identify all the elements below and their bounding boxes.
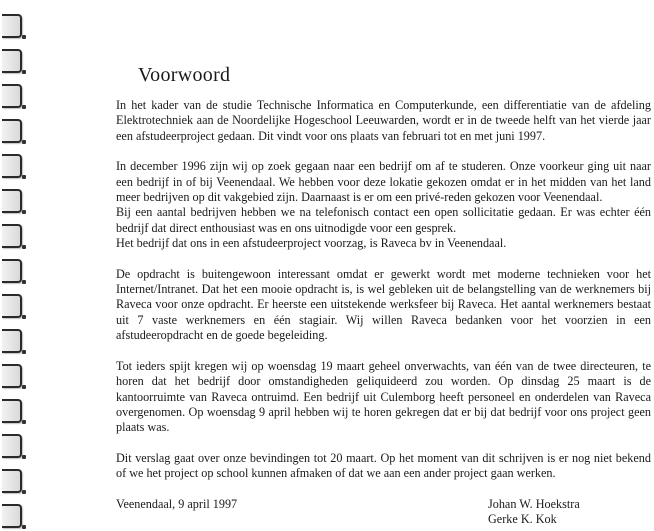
paragraph-text: Dit verslag gaat over onze bevindingen tot 20 maart. Op het moment van dit schrijven is er nog niet bekend of we het project op school kunnen afmaken of dat we aan een ander project gaan werken. (116, 450, 651, 481)
binding-ring (2, 469, 22, 493)
binding-ring (2, 259, 22, 283)
paragraph-text: In december 1996 zijn wij op zoek gegaan naar een bedrijf om af te studeren. Onze voorkeur ging uit naar een bedrijf in of bij Veenendaal. We hebben voor deze lokatie gekozen omdat er in het midden van het land meer bedrijven op dit vakgebied zijn. Daarnaast is er om een privé-reden gekozen voor Veenendaal. (116, 159, 651, 205)
author-name: Gerke K. Kok (488, 511, 557, 526)
paragraph-text: Bij een aantal bedrijven hebben we na telefonisch contact een open sollicitatie gedaan. Er was echter één bedrijf dat direct enthousiast was en ons uitnodigde voor een gesprek. (116, 205, 651, 235)
binding-ring (2, 84, 22, 108)
paragraph (116, 359, 651, 436)
paragraph (116, 267, 651, 344)
paragraph-text: De opdracht is buitengewoon interessant omdat er gewerkt wordt met moderne technieken voor het Internet/Intranet. Dat het een mooie opdracht is, is wel gebleken uit de belangstelling van de werknemers bij Raveca voor onze opdracht. Er heerste een uitstekende werksfeer bij Raveca. Het aantal werknemers bestaat uit 7 vaste werknemers en één stagiair. Wij willen Raveca bedanken voor het voorzien in een afstudeeropdracht en de goede begeleiding. (116, 266, 651, 343)
author-name: Johan W. Hoekstra (488, 496, 580, 511)
binding-ring (2, 294, 22, 318)
binding-ring (2, 399, 22, 423)
paragraph-text: In het kader van de studie Technische Informatica en Computerkunde, een differentiatie van de afdeling Elektrotechniek aan de Noordelijke Hogeschool Leeuwarden, wordt er in de tweede helft van het vierde jaar een afstudeerproject gedaan. Dit vindt voor ons plaats van februari tot en met juni 1997. (116, 98, 651, 143)
binding-ring (2, 329, 22, 353)
binding-ring (2, 224, 22, 248)
paragraph-text: Tot ieders spijt kregen wij op woensdag 19 maart geheel onverwachts, van één van de twee directeuren, te horen dat het bedrijf door omstandigheden geliquideerd zou worden. Op dinsdag 25 maart is de kantoorruimte van Raveca ontruimd. Een bedrijf uit Culemborg heeft personeel en onderdelen van Raveca overgenomen. Op woensdag 9 april hebben wij te horen gekregen dat er bij dat bedrijf voor ons project geen plaats was. (116, 358, 651, 435)
place-date: Veenendaal, 9 april 1997 (116, 496, 238, 511)
paragraph (116, 451, 651, 482)
paragraph (116, 159, 651, 251)
binding-ring (2, 364, 22, 388)
binding-ring (2, 14, 22, 38)
binding-ring (2, 189, 22, 213)
binding-ring (2, 119, 22, 143)
paragraph (116, 98, 651, 144)
signoff (116, 497, 651, 531)
binding-ring (2, 504, 22, 528)
document-body (116, 98, 651, 531)
paragraph-text: Het bedrijf dat ons in een afstudeerproject voorzag, is Raveca bv in Veenendaal. (116, 236, 507, 251)
page-title: Voorwoord (138, 64, 231, 86)
binding-ring (2, 154, 22, 178)
binding-ring (2, 49, 22, 73)
authors (488, 497, 580, 528)
spiral-binding (0, 0, 26, 527)
binding-ring (2, 434, 22, 458)
